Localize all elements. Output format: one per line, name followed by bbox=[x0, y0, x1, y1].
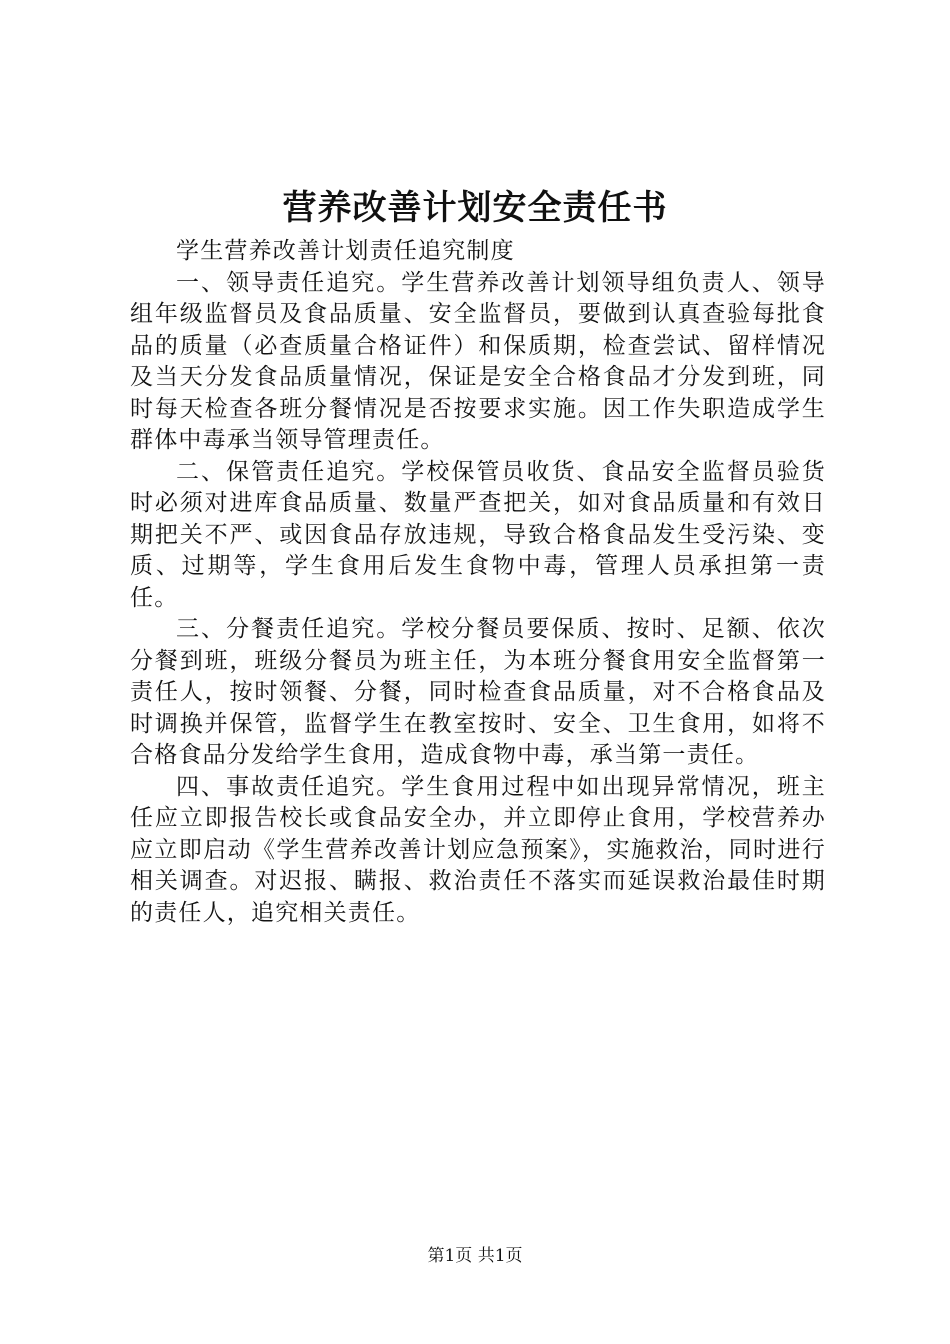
page-footer: 第1页 共1页 bbox=[427, 1246, 523, 1266]
paragraph-meal-distribution: 三、分餐责任追究。学校分餐员要保质、按时、足额、依次分餐到班，班级分餐员为班主任，为本班分餐食用安全监督第一责任人，按时领餐、分餐，同时检查食品质量，对不合格食品及时调换并保管，监督学生在教室按时、安全、卫生食用，如将不合格食品分发给学生食用，造成食物中毒，承当第一责任。 bbox=[130, 616, 826, 768]
document-body bbox=[130, 236, 826, 929]
paragraph-accident: 四、事故责任追究。学生食用过程中如出现异常情况，班主任应立即报告校长或食品安全办，并立即停止食用，学校营养办应立即启动《学生营养改善计划应急预案》，实施救治，同时进行相关调查。对迟报、瞒报、救治责任不落实而延误救治最佳时期的责任人，追究相关责任。 bbox=[130, 773, 826, 926]
document-title: 营养改善计划安全责任书 bbox=[282, 188, 668, 228]
paragraph-leadership: 一、领导责任追究。学生营养改善计划领导组负责人、领导组年级监督员及食品质量、安全监督员，要做到认真查验每批食品的质量（必查质量合格证件）和保质期，检查尝试、留样情况及当天分发食品质量情况，保证是安全合格食品才分发到班，同时每天检查各班分餐情况是否按要求实施。因工作失职造成学生群体中毒承当领导管理责任。 bbox=[130, 269, 826, 453]
section-heading: 学生营养改善计划责任追究制度 bbox=[176, 238, 515, 264]
paragraph-storage: 二、保管责任追究。学校保管员收货、食品安全监督员验货时必须对进库食品质量、数量严查把关，如对食品质量和有效日期把关不严、或因食品存放违规，导致合格食品发生受污染、变质、过期等，学生食用后发生食物中毒，管理人员承担第一责任。 bbox=[130, 458, 826, 611]
